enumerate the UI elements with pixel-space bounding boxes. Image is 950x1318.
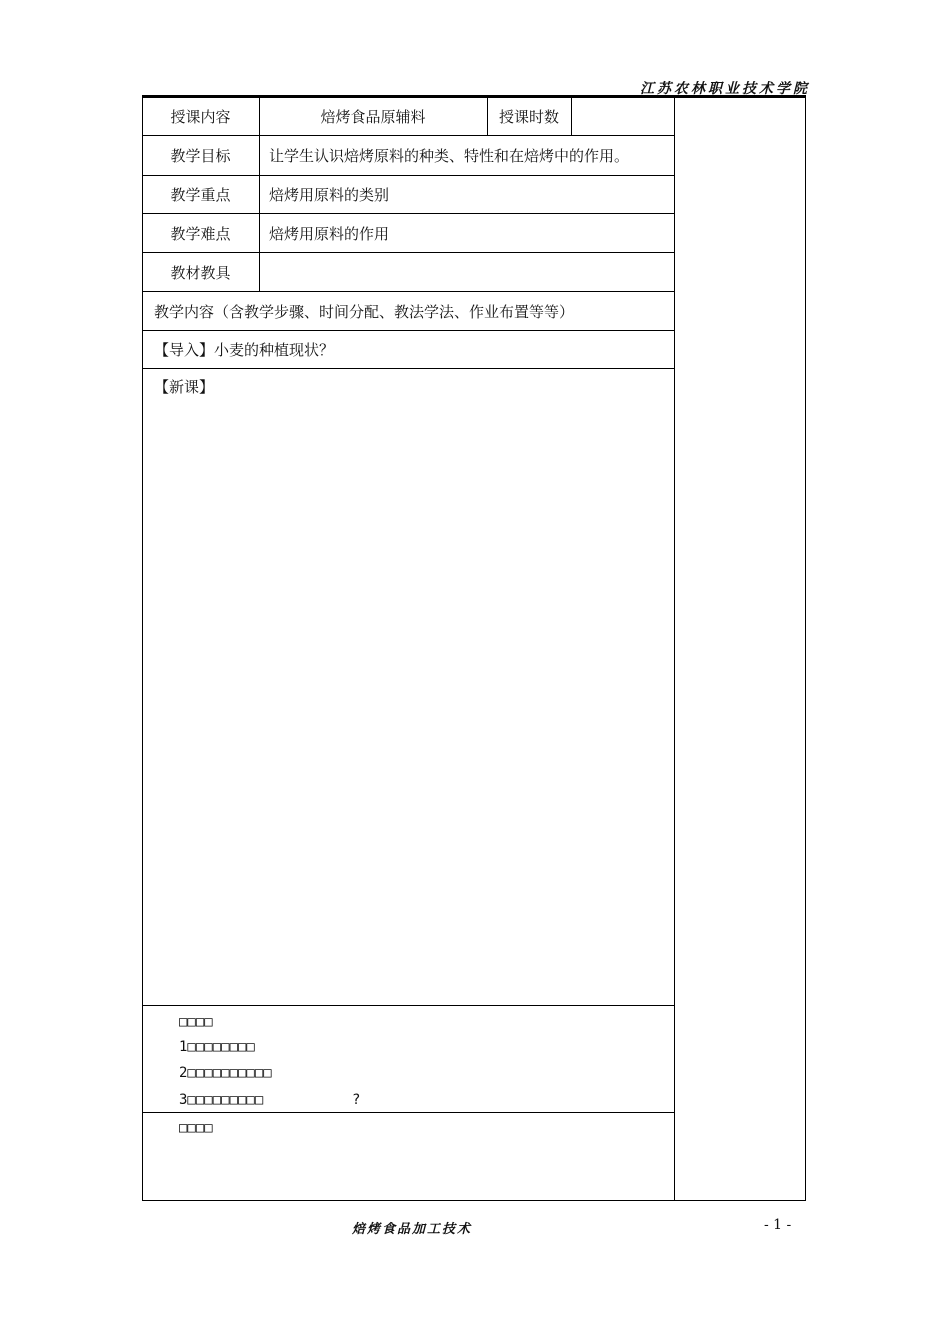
hours-value	[571, 97, 674, 135]
intro-text: 【导入】小麦的种植现状？	[154, 341, 335, 359]
summary-line-3: 3□□□□□□□□□	[179, 1092, 264, 1108]
objective-row	[142, 136, 674, 176]
teaching-content-heading: 教学内容（含教学步骤、时间分配、教法学法、作业布置等等）	[154, 302, 575, 321]
new-lesson-heading: 【新课】	[154, 378, 215, 396]
difficulty-label: 教学难点	[170, 224, 231, 243]
notes-column-divider	[674, 97, 675, 1201]
hours-label: 授课时数	[498, 107, 559, 126]
difficulty-value: 焙烤用原料的作用	[269, 224, 390, 243]
materials-label: 教材教具	[170, 263, 231, 282]
summary-block	[142, 1006, 674, 1113]
page-number: - 1 -	[764, 1217, 792, 1233]
objective-label: 教学目标	[170, 147, 231, 165]
keypoint-value: 焙烤用原料的类别	[269, 186, 390, 204]
homework-block	[142, 1113, 674, 1201]
course-content-label: 授课内容	[170, 107, 231, 126]
keypoint-label: 教学重点	[170, 186, 231, 204]
intro-row	[142, 331, 674, 369]
materials-value	[259, 253, 674, 291]
summary-line-3-mark: ?	[352, 1092, 361, 1108]
institution-header: 江苏农林职业技术学院	[640, 81, 810, 97]
homework-heading: □□□□	[179, 1120, 213, 1136]
teaching-content-row	[142, 292, 674, 331]
new-lesson-area	[142, 369, 674, 1006]
summary-line-1: 1□□□□□□□□	[179, 1039, 255, 1055]
footer-course-title: 焙烤食品加工技术	[352, 1222, 473, 1237]
course-content-row	[142, 97, 674, 136]
course-content-value: 焙烤食品原辅料	[320, 107, 426, 126]
objective-value: 让学生认识焙烤原料的种类、特性和在焙烤中的作用。	[269, 147, 630, 165]
materials-row	[142, 253, 674, 292]
difficulty-row	[142, 214, 674, 253]
keypoint-row	[142, 176, 674, 214]
summary-line-2: 2□□□□□□□□□□	[179, 1065, 272, 1081]
summary-heading: □□□□	[179, 1014, 213, 1030]
